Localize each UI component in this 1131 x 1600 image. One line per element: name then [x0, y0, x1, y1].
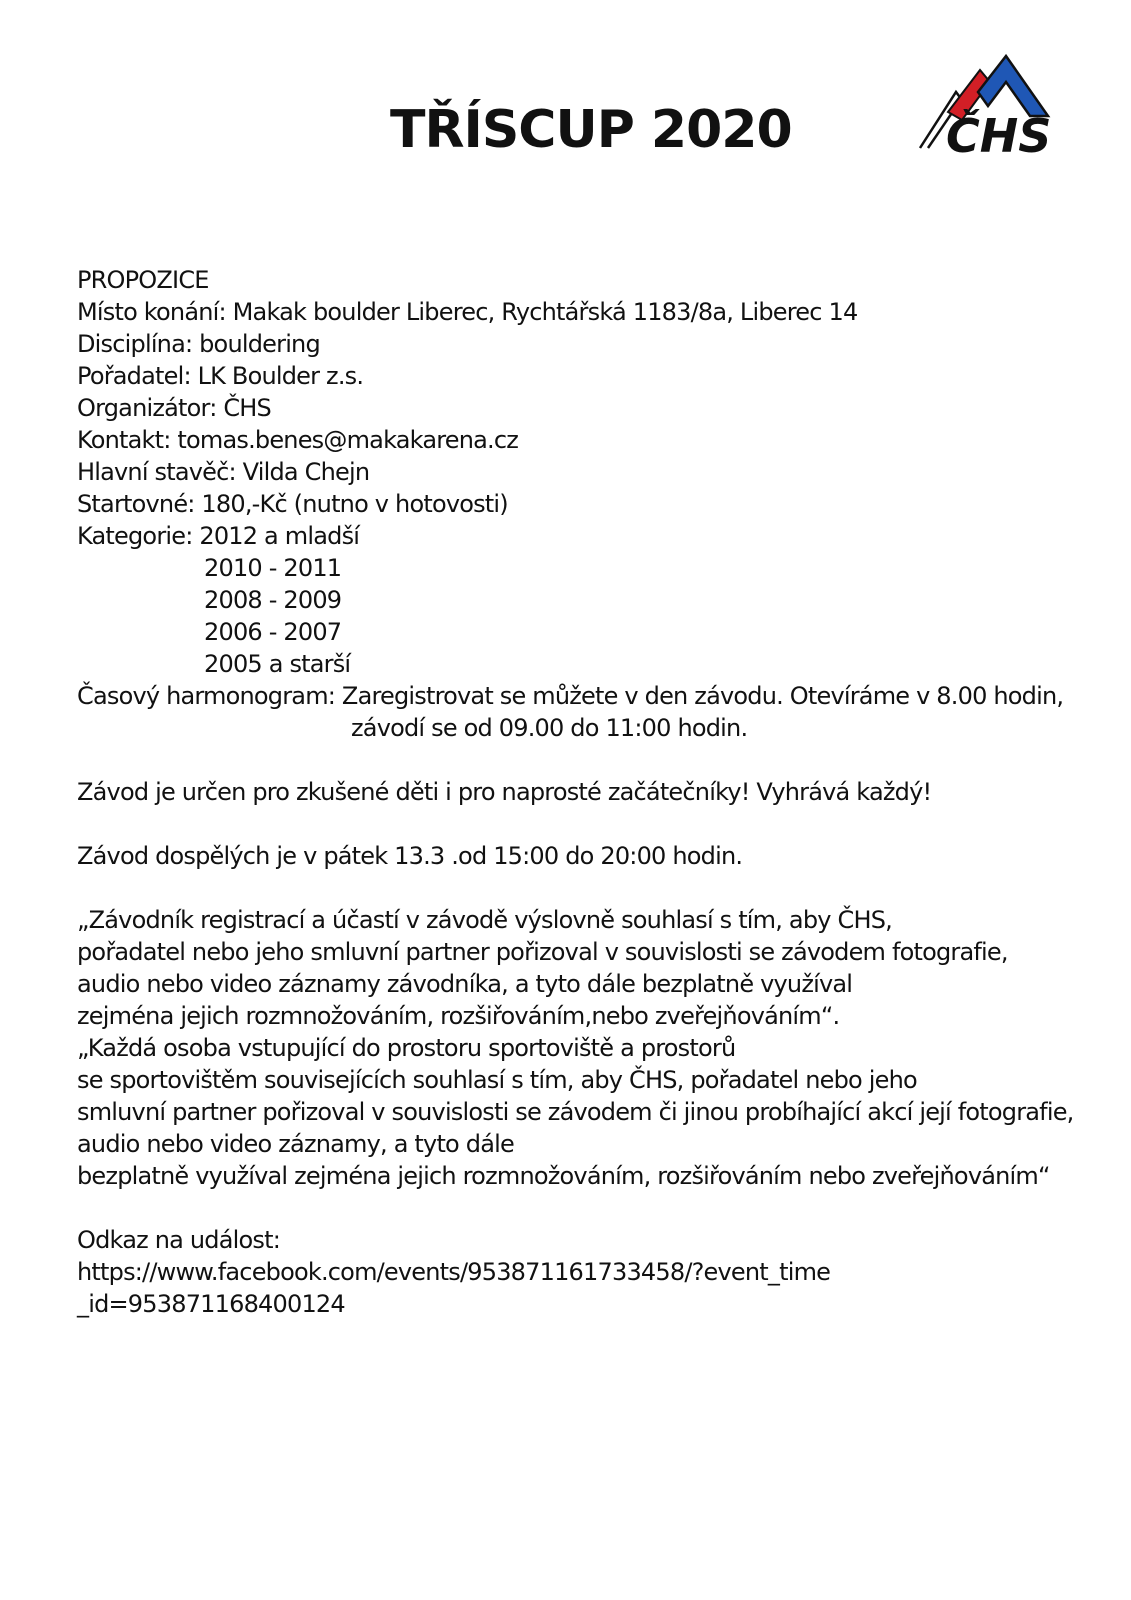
field-discipline [77, 328, 1117, 360]
field-label: Kontakt: [77, 426, 178, 454]
consent-line: smluvní partner pořizoval v souvislosti se závodem či jinou probíhající akcí její fotografie, [77, 1098, 1074, 1126]
field-organizer [77, 360, 1117, 392]
consent-line: se sportovištěm souvisejících souhlasí s tím, aby ČHS, pořadatel nebo jeho [77, 1066, 917, 1094]
contact-email: tomas.benes@makakarena.cz [177, 426, 519, 454]
field-organizator [77, 392, 1117, 424]
field-label: Disciplína: [77, 330, 200, 358]
field-entry-fee [77, 488, 1117, 520]
consent-line: pořadatel nebo jeho smluvní partner pořizoval v souvislosti se závodem fotografie, [77, 938, 1008, 966]
consent-line: „Závodník registrací a účastí v závodě výslovně souhlasí s tím, aby ČHS, [77, 906, 892, 934]
category-item: 2008 - 2009 [204, 586, 342, 614]
schedule-label: Časový harmonogram: [77, 682, 342, 710]
field-value: LK Boulder z.s. [197, 362, 364, 390]
schedule-line: závodí se od 09.00 do 11:00 hodin. [351, 714, 748, 742]
note-beginners: Závod je určen pro zkušené děti i pro naprosté začátečníky! Vyhrává každý! [77, 778, 932, 806]
categories-first [77, 520, 1117, 552]
category-item: 2005 a starší [204, 650, 351, 678]
field-label: Organizátor: [77, 394, 224, 422]
field-label: Hlavní stavěč: [77, 458, 243, 486]
field-venue [77, 296, 1117, 328]
schedule-line: Zaregistrovat se můžete v den závodu. Otevíráme v 8.00 hodin, [341, 682, 1064, 710]
field-label: Místo konání: [77, 298, 233, 326]
consent-line: zejména jejich rozmnožováním, rozšiřováním,nebo zveřejňováním“. [77, 1002, 840, 1030]
propozice-heading: PROPOZICE [77, 266, 209, 294]
field-label: Startovné: [77, 490, 202, 518]
consent-line: „Každá osoba vstupující do prostoru sportoviště a prostorů [77, 1034, 736, 1062]
page-title: TŘÍSCUP 2020 [390, 100, 792, 160]
field-value: Vilda Chejn [242, 458, 370, 486]
field-route-setter [77, 456, 1117, 488]
note-adults: Závod dospělých je v pátek 13.3 .od 15:00 do 20:00 hodin. [77, 842, 743, 870]
field-label: Pořadatel: [77, 362, 198, 390]
event-link-label: Odkaz na událost: [77, 1226, 280, 1254]
consent-line: bezplatně využíval zejména jejich rozmnožováním, rozšiřováním nebo zveřejňováním“ [77, 1162, 1050, 1190]
chs-logo [918, 52, 1052, 156]
field-value: ČHS [223, 394, 271, 422]
category-item: 2010 - 2011 [204, 554, 342, 582]
event-link-url: https://www.facebook.com/events/953871161733458/?event_time [77, 1258, 831, 1286]
category-item: 2012 a mladší [199, 522, 360, 550]
field-value: 180,-Kč (nutno v hotovosti) [201, 490, 508, 518]
schedule-first [77, 680, 1117, 712]
consent-line: audio nebo video záznamy závodníka, a tyto dále bezplatně využíval [77, 970, 853, 998]
field-value: Makak boulder Liberec, Rychtářská 1183/8a, Liberec 14 [232, 298, 858, 326]
consent-line: audio nebo video záznamy, a tyto dále [77, 1130, 514, 1158]
field-contact [77, 424, 1117, 456]
field-value: bouldering [199, 330, 320, 358]
categories-label: Kategorie: [77, 522, 200, 550]
event-link-url-cont: _id=953871168400124 [77, 1290, 345, 1318]
category-item: 2006 - 2007 [204, 618, 342, 646]
propozice-body [77, 264, 1117, 1320]
chs-logo-text: ČHS [946, 109, 1052, 156]
